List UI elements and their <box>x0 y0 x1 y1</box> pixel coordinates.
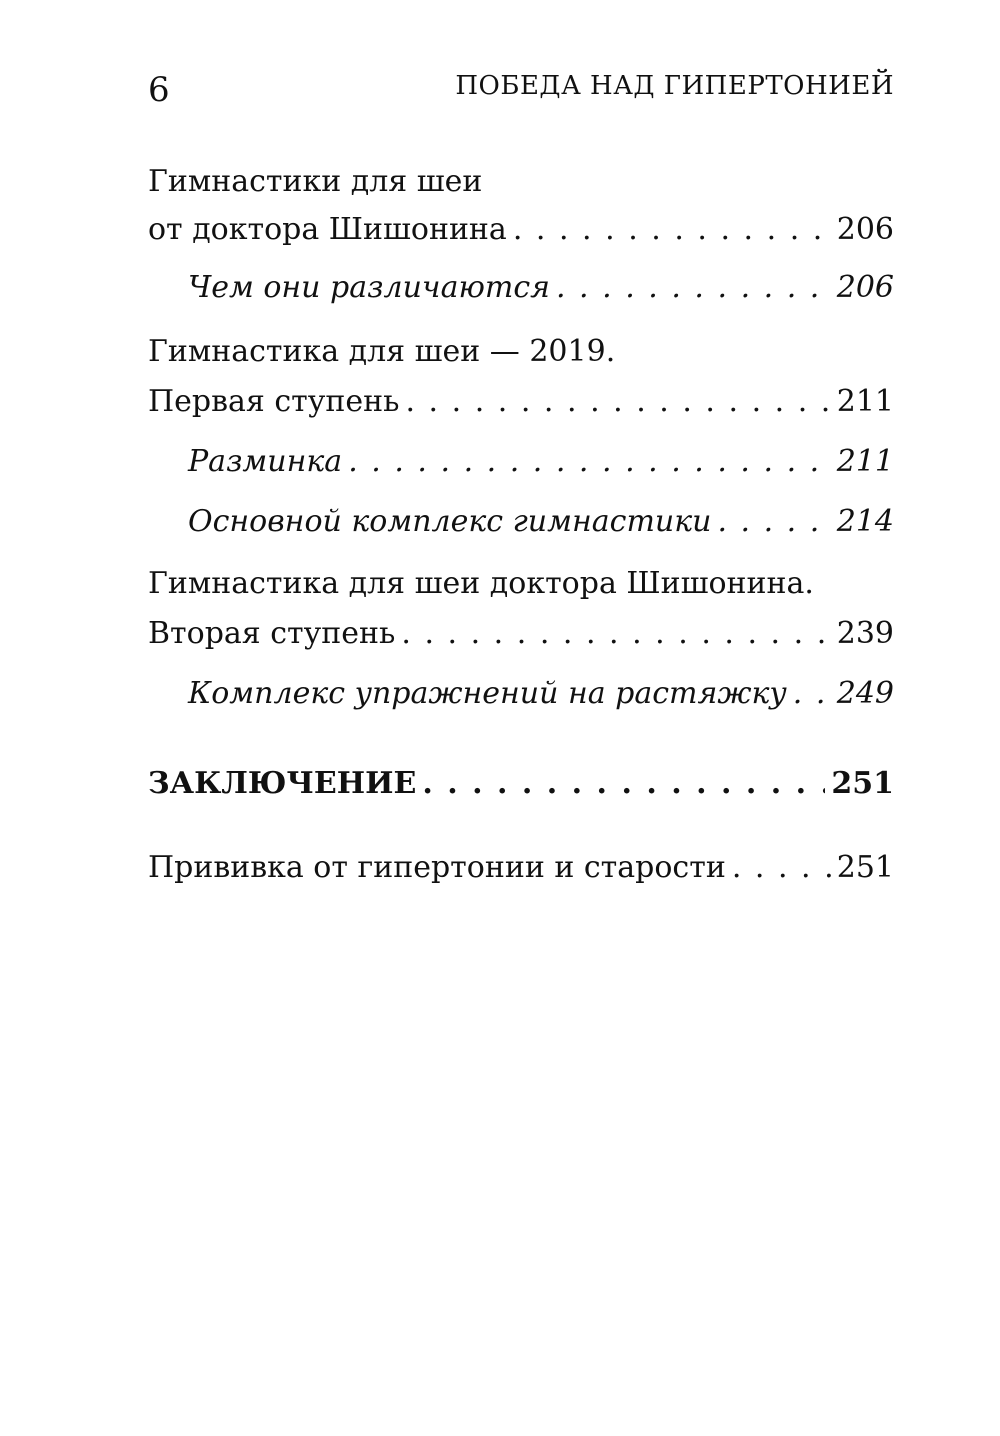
toc-entry <box>148 330 894 374</box>
toc-entry <box>148 160 894 204</box>
toc-subentry <box>188 500 894 544</box>
toc-entry <box>148 612 894 656</box>
toc-entry-page: 251 <box>836 850 894 885</box>
toc-entry-title: Прививка от гипертонии и старости <box>148 850 726 885</box>
toc-entry-page: 249 <box>836 676 894 711</box>
toc-entry-title: Первая ступень <box>148 384 400 419</box>
toc-entry-page: 239 <box>836 616 894 651</box>
toc-entry-title: Чем они различаются <box>188 270 550 305</box>
toc-entry-title: Комплекс упражнений на растяжку <box>188 676 787 711</box>
toc-entry-page: 206 <box>836 212 894 247</box>
dot-leader <box>732 846 831 890</box>
toc-entry-title: Основной комплекс гимнастики <box>188 504 712 539</box>
toc-entry <box>148 846 894 890</box>
toc-entry-page: 214 <box>836 504 894 539</box>
dot-leader <box>422 762 825 806</box>
page-number: 6 <box>148 70 170 110</box>
dot-leader <box>717 500 830 544</box>
toc-subentry <box>188 266 894 310</box>
toc-entry-page: 251 <box>831 766 894 801</box>
running-head: ПОБЕДА НАД ГИПЕРТОНИЕЙ <box>455 71 894 101</box>
toc-entry-title: Гимнастика для шеи доктора Шишонина. <box>148 566 814 601</box>
toc-entry-title: Вторая ступень <box>148 616 396 651</box>
toc-entry-page: 206 <box>836 270 894 305</box>
toc-entry <box>148 208 894 252</box>
toc-entry-page: 211 <box>836 384 894 419</box>
dot-leader <box>513 208 831 252</box>
toc-entry-title: Гимнастика для шеи — 2019. <box>148 334 616 369</box>
dot-leader <box>405 380 830 424</box>
toc-entry-page: 211 <box>836 444 894 479</box>
dot-leader <box>793 672 831 716</box>
toc-entry <box>148 562 894 606</box>
toc-subentry <box>188 440 894 484</box>
toc-subentry <box>188 672 894 716</box>
dot-leader <box>556 266 831 310</box>
toc-entry-title: от доктора Шишонина <box>148 212 507 247</box>
toc-entry <box>148 380 894 424</box>
dot-leader <box>401 612 830 656</box>
toc-entry-title: ЗАКЛЮЧЕНИЕ <box>148 766 417 801</box>
toc-chapter <box>148 762 894 806</box>
dot-leader <box>348 440 831 484</box>
toc-entry-title: Разминка <box>188 444 343 479</box>
toc-entry-title: Гимнастики для шеи <box>148 164 483 199</box>
